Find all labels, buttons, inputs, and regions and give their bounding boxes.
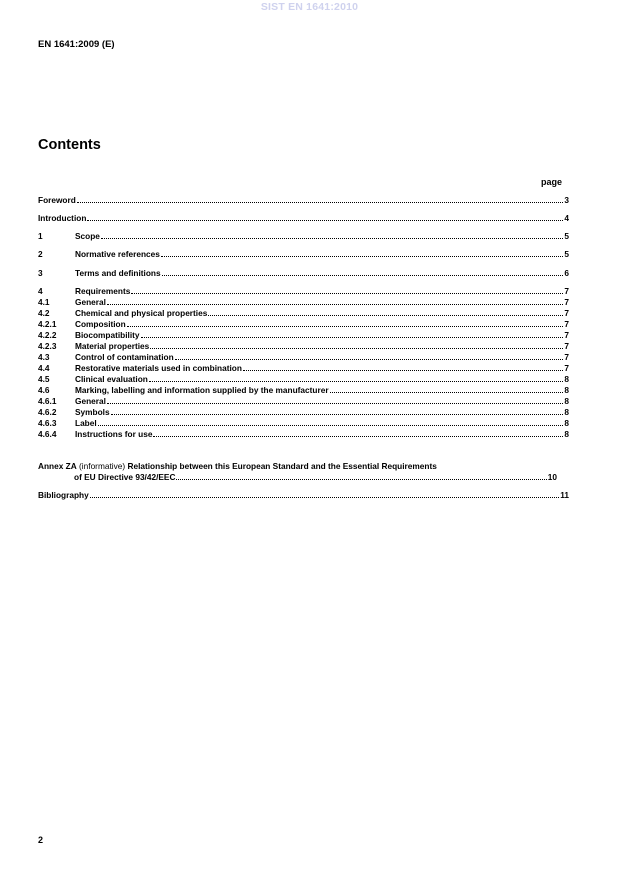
toc-entry-page: 7 (564, 341, 569, 351)
toc-entry-page: 7 (564, 319, 569, 329)
toc-entry-3[interactable] (38, 268, 569, 279)
leader-dots (161, 256, 564, 257)
leader-dots (131, 293, 563, 294)
toc-entry-4-2-2[interactable] (38, 330, 569, 341)
contents-title: Contents (38, 137, 101, 153)
toc-entry-title: Scope (75, 231, 100, 241)
toc-entry-page: 11 (560, 490, 569, 500)
toc-entry-title: Biocompatibility (75, 330, 140, 340)
toc-entry-2[interactable] (38, 249, 569, 260)
toc-entry-number: 4.1 (38, 297, 50, 307)
leader-dots (208, 315, 563, 316)
toc-entry-page: 3 (564, 195, 569, 205)
leader-dots (87, 220, 563, 221)
toc-entry-title: Instructions for use (75, 429, 153, 439)
toc-entry-4-5[interactable] (38, 374, 569, 385)
toc-entry-title: Control of contamination (75, 352, 174, 362)
toc-entry-4-6-2[interactable] (38, 407, 569, 418)
toc-entry-number: 4.6 (38, 385, 50, 395)
toc-entry-4[interactable] (38, 286, 569, 297)
annex-label: Annex ZA (38, 461, 77, 471)
toc-entry-annex-za-continued[interactable] (37, 472, 557, 483)
page-number: 2 (38, 835, 44, 845)
toc-entry-bibliography[interactable] (38, 490, 569, 501)
toc-entry-page: 8 (564, 407, 569, 417)
document-id: EN 1641:2009 (E) (38, 39, 115, 50)
toc-entry-number: 2 (38, 249, 43, 259)
leader-dots (111, 414, 564, 415)
toc-entry-number: 4.2.2 (38, 330, 57, 340)
toc-entry-page: 7 (564, 297, 569, 307)
toc-entry-title: Composition (75, 319, 126, 329)
toc-entry-title: Chemical and physical properties (75, 308, 208, 318)
toc-entry-4-1[interactable] (38, 297, 569, 308)
toc-entry-4-6[interactable] (38, 385, 569, 396)
toc-entry-4-3[interactable] (38, 352, 569, 363)
toc-entry-page: 6 (564, 268, 569, 278)
leader-dots (153, 436, 563, 437)
toc-entry-number: 4.6.4 (38, 429, 57, 439)
toc-entry-title: General (75, 396, 106, 406)
toc-entry-title: Normative references (75, 249, 160, 259)
toc-entry-page: 7 (564, 352, 569, 362)
toc-entry-page: 8 (564, 374, 569, 384)
leader-dots (175, 359, 564, 360)
toc-entry-4-6-1[interactable] (38, 396, 569, 407)
leader-dots (150, 348, 563, 349)
page-column-label: page (541, 177, 563, 187)
toc-entry-page: 10 (547, 472, 557, 482)
toc-entry-4-2[interactable] (38, 308, 569, 319)
toc-entry-introduction[interactable] (38, 213, 569, 224)
leader-dots (176, 479, 546, 480)
leader-dots (101, 238, 563, 239)
leader-dots (90, 497, 560, 498)
toc-entry-page: 8 (564, 429, 569, 439)
toc-entry-number: 4.2 (38, 308, 50, 318)
toc-entry-title: Requirements (75, 286, 131, 296)
toc-entry-page: 7 (564, 363, 569, 373)
leader-dots (330, 392, 564, 393)
toc-entry-title: Marking, labelling and information supplied by the manufacturer (75, 385, 329, 395)
toc-entry-number: 4.6.3 (38, 418, 57, 428)
toc-entry-4-4[interactable] (38, 363, 569, 374)
annex-qualifier: (informative) (79, 461, 126, 471)
leader-dots (77, 202, 564, 203)
toc-entry-page: 7 (564, 286, 569, 296)
annex-title-line2: of EU Directive 93/42/EEC (74, 472, 176, 482)
toc-entry-4-2-1[interactable] (38, 319, 569, 330)
toc-entry-foreword[interactable] (38, 195, 569, 206)
toc-entry-annex-za[interactable] (38, 461, 437, 472)
toc-entry-title: Clinical evaluation (75, 374, 148, 384)
toc-entry-number: 4.3 (38, 352, 50, 362)
leader-dots (162, 275, 564, 276)
toc-entry-title: Material properties (75, 341, 150, 351)
toc-entry-4-6-4[interactable] (38, 429, 569, 440)
toc-entry-page: 7 (564, 308, 569, 318)
leader-dots (243, 370, 563, 371)
toc-entry-number: 4.4 (38, 363, 50, 373)
toc-entry-title: Symbols (75, 407, 110, 417)
toc-entry-number: 4.2.1 (38, 319, 57, 329)
toc-entry-title: Foreword (38, 195, 76, 205)
leader-dots (107, 403, 563, 404)
toc-entry-page: 7 (564, 330, 569, 340)
toc-entry-number: 4.5 (38, 374, 50, 384)
leader-dots (98, 425, 564, 426)
toc-entry-page: 8 (564, 385, 569, 395)
toc-entry-number: 4.6.2 (38, 407, 57, 417)
leader-dots (149, 381, 564, 382)
toc-entry-title: General (75, 297, 106, 307)
leader-dots (141, 337, 564, 338)
toc-entry-number: 1 (38, 231, 43, 241)
toc-entry-title: Bibliography (38, 490, 89, 500)
toc-entry-title: Introduction (38, 213, 87, 223)
toc-entry-number: 3 (38, 268, 43, 278)
leader-dots (107, 304, 563, 305)
toc-entry-number: 4 (38, 286, 43, 296)
toc-entry-4-6-3[interactable] (38, 418, 569, 429)
toc-entry-title: Label (75, 418, 97, 428)
annex-title-line1: Relationship between this European Standard and the Essential Requirements (127, 461, 437, 471)
toc-entry-1[interactable] (38, 231, 569, 242)
toc-entry-number: 4.6.1 (38, 396, 57, 406)
watermark: SIST EN 1641:2010 (260, 1, 359, 13)
toc-entry-4-2-3[interactable] (38, 341, 569, 352)
leader-dots (127, 326, 564, 327)
toc-entry-page: 5 (564, 249, 569, 259)
toc-entry-page: 8 (564, 418, 569, 428)
toc-entry-number: 4.2.3 (38, 341, 57, 351)
toc-entry-title: Restorative materials used in combination (75, 363, 242, 373)
toc-entry-title: Terms and definitions (75, 268, 161, 278)
toc-entry-page: 8 (564, 396, 569, 406)
toc-entry-page: 5 (564, 231, 569, 241)
toc-entry-page: 4 (564, 213, 569, 223)
